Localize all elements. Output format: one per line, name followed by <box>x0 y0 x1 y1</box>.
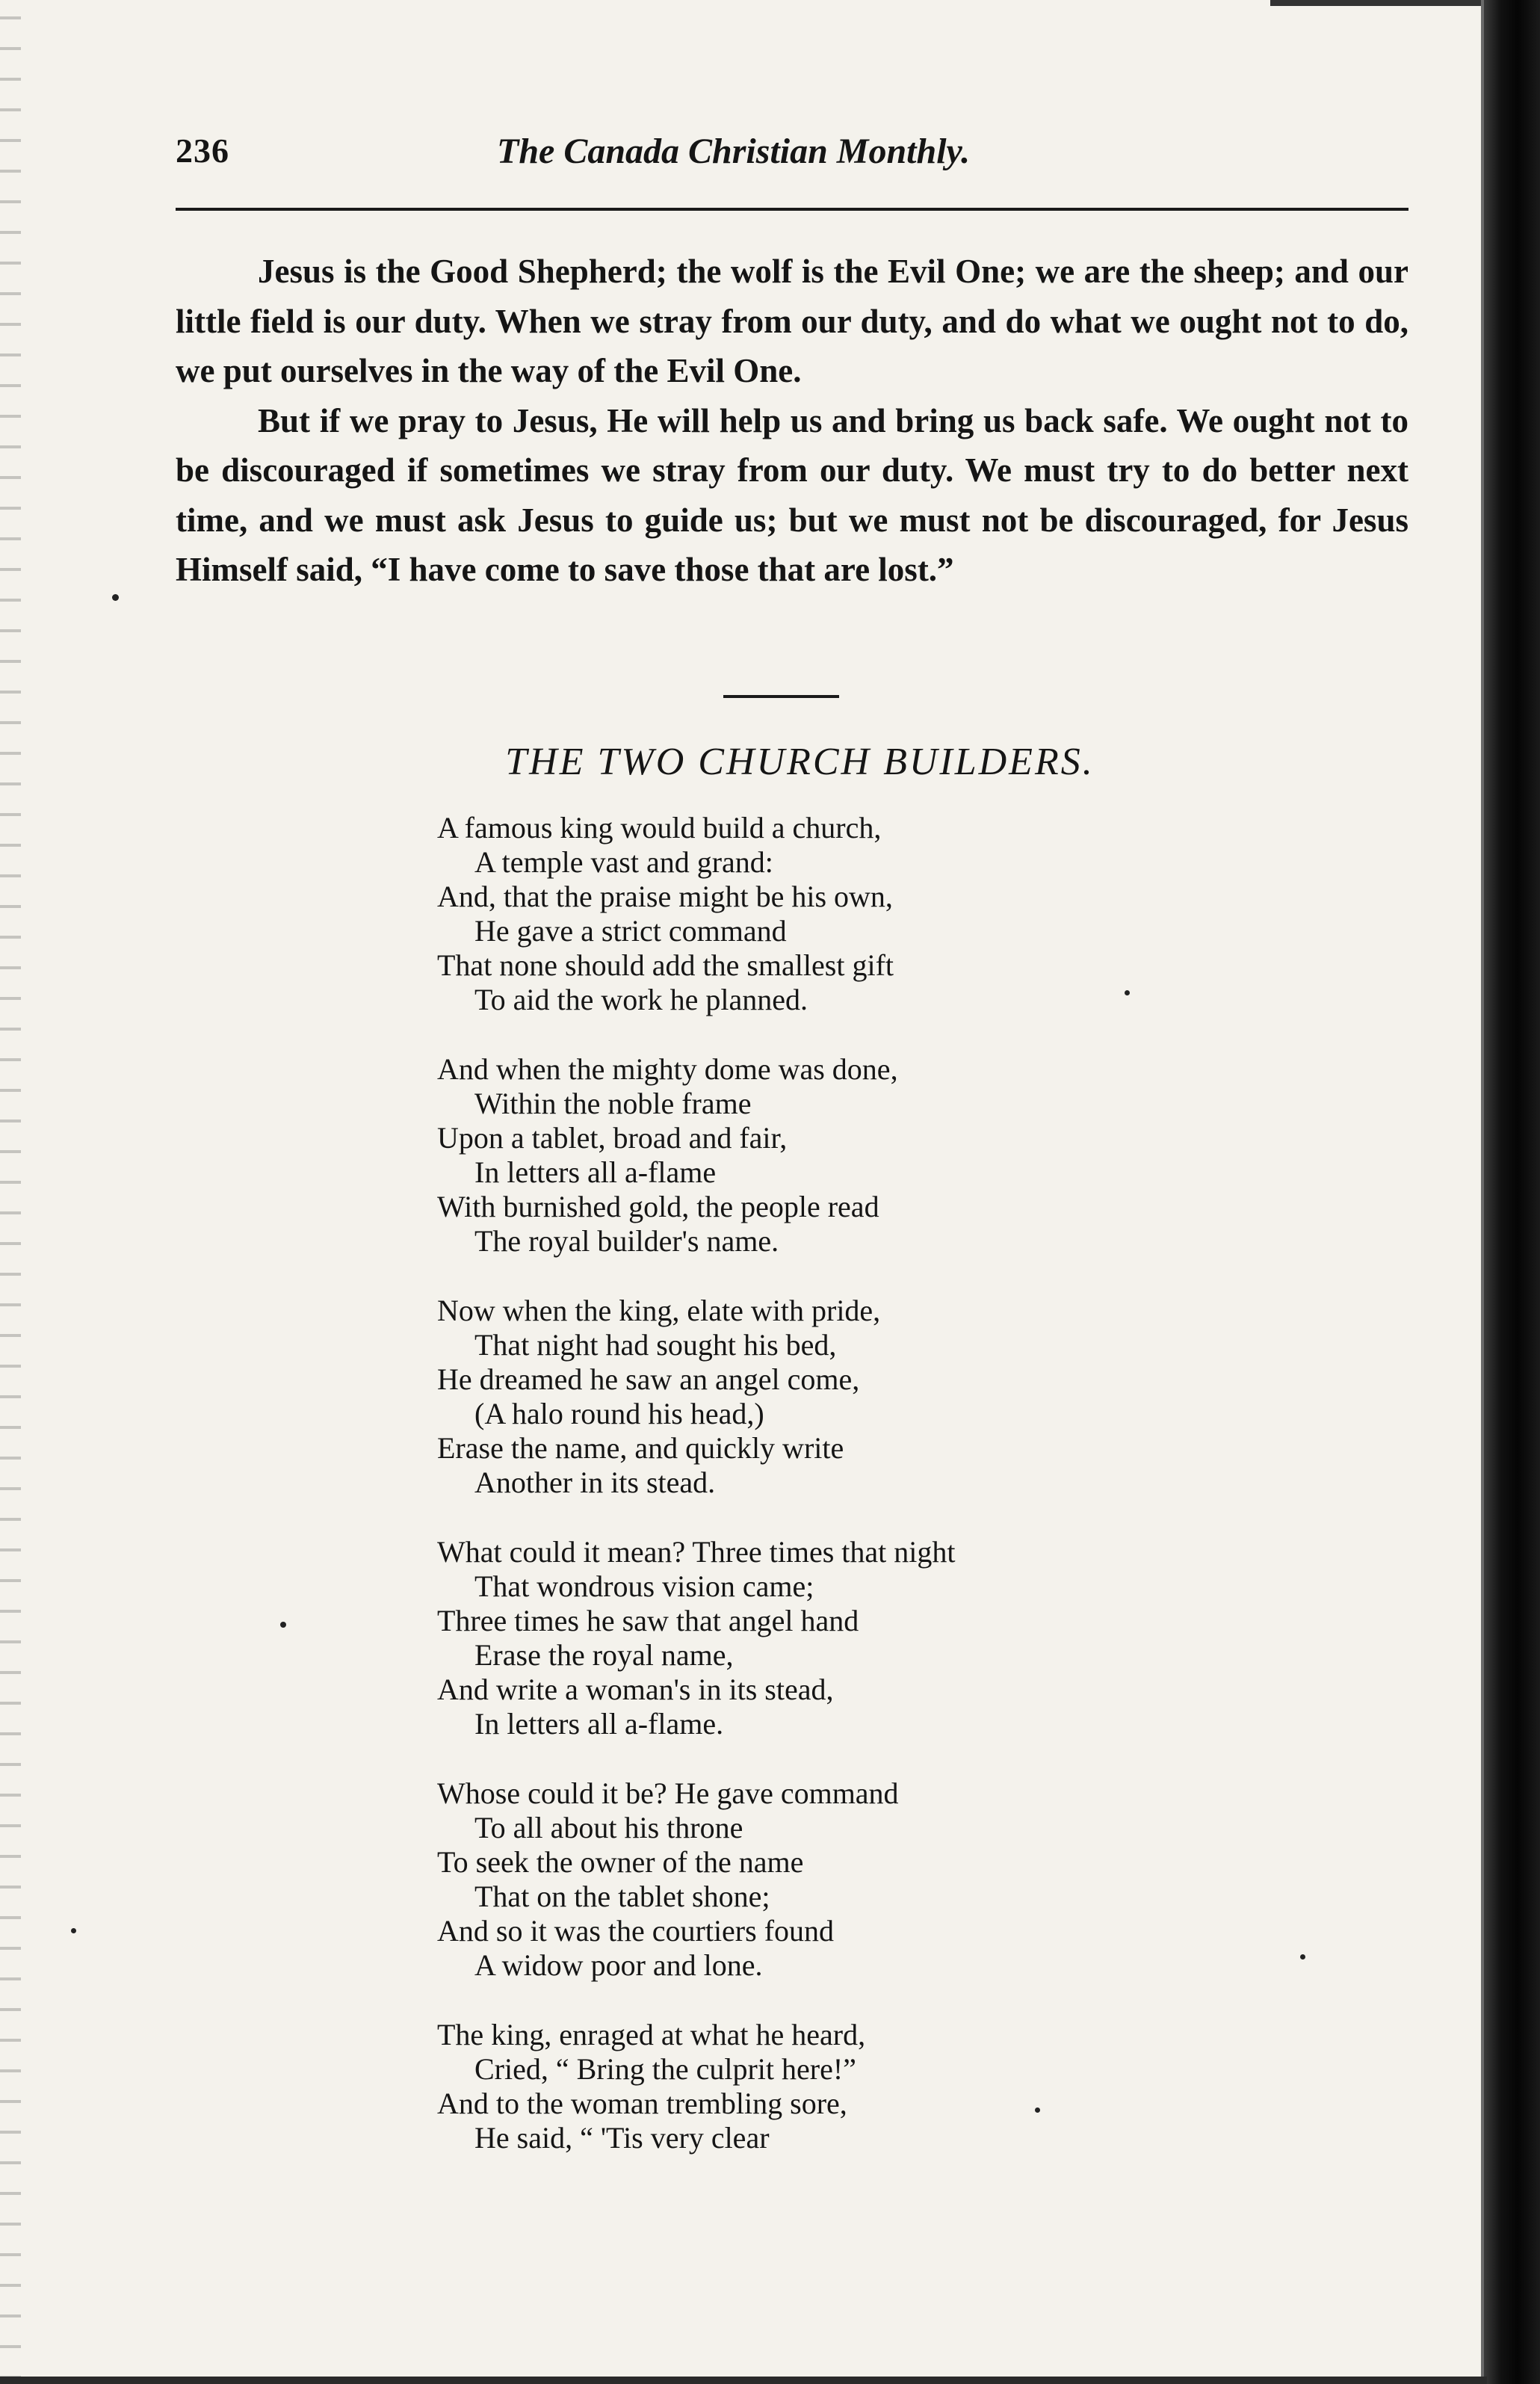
poem-line: That night had sought his bed, <box>474 1328 837 1362</box>
poem-line: He said, “ 'Tis very clear <box>474 2121 770 2155</box>
stanza <box>437 811 1184 1017</box>
poem-line: And when the mighty dome was done, <box>437 1052 898 1086</box>
paragraph: Jesus is the Good Shepherd; the wolf is the Evil One; we are the sheep; and our little field is our duty. When we stray from our duty, and do what we ought not to do, we put ourselves in the way of the Evil One. <box>176 253 1408 389</box>
poem-line: Another in its stead. <box>474 1466 716 1499</box>
poem-line: In letters all a-flame. <box>474 1707 724 1741</box>
scan-speck <box>1300 1954 1305 1960</box>
stanza <box>437 1052 1184 1259</box>
running-title: The Canada Christian Monthly. <box>497 132 971 171</box>
scan-speck <box>1035 2107 1040 2113</box>
poem-line: That none should add the smallest gift <box>437 948 894 982</box>
poem-line: That on the tablet shone; <box>474 1880 770 1913</box>
poem-line: (A halo round his head,) <box>474 1397 764 1430</box>
poem-line: A widow poor and lone. <box>474 1948 763 1982</box>
prose-section <box>176 247 1408 595</box>
scan-speck <box>71 1928 76 1933</box>
poem-line: Erase the name, and quickly write <box>437 1431 844 1465</box>
scan-bottom-edge <box>0 2377 1487 2384</box>
page-number: 236 <box>176 132 229 170</box>
poem-line: To seek the owner of the name <box>437 1845 804 1879</box>
stanza <box>437 1776 1184 1983</box>
section-divider <box>723 695 839 698</box>
scan-binding-edge <box>1484 0 1540 2384</box>
poem-line: Erase the royal name, <box>474 1638 734 1672</box>
poem-line: The royal builder's name. <box>474 1224 779 1258</box>
poem-line: He dreamed he saw an angel come, <box>437 1362 860 1396</box>
poem-line: Now when the king, elate with pride, <box>437 1294 881 1327</box>
poem-line: And to the woman trembling sore, <box>437 2087 847 2120</box>
poem-line: That wondrous vision came; <box>474 1569 814 1603</box>
poem-line: A temple vast and grand: <box>474 845 773 879</box>
poem-line: Whose could it be? He gave command <box>437 1776 899 1810</box>
stanza <box>437 1535 1184 1741</box>
poem-line: And, that the praise might be his own, <box>437 880 893 913</box>
paragraph: But if we pray to Jesus, He will help us and bring us back safe. We ought not to be discouraged if sometimes we stray from our duty. We must try to do better next time, and we must ask Jesus to guide us; but we must not be discouraged, for Jesus Himself said, “I have come to save those that are lost.” <box>176 401 1408 588</box>
poem <box>437 811 1184 2190</box>
poem-line: The king, enraged at what he heard, <box>437 2018 866 2051</box>
stanza <box>437 2018 1184 2155</box>
poem-line: Upon a tablet, broad and fair, <box>437 1121 788 1155</box>
scan-speck <box>1125 990 1130 995</box>
scan-speck <box>280 1622 286 1628</box>
page-header <box>176 131 1408 183</box>
poem-line: With burnished gold, the people read <box>437 1190 879 1223</box>
poem-line: What could it mean? Three times that night <box>437 1535 956 1569</box>
poem-line: Cried, “ Bring the culprit here!” <box>474 2052 856 2086</box>
poem-line: Three times he saw that angel hand <box>437 1604 859 1637</box>
poem-line: And so it was the courtiers found <box>437 1914 835 1948</box>
poem-line: A famous king would build a church, <box>437 811 882 844</box>
poem-line: He gave a strict command <box>474 914 787 948</box>
poem-line: Within the noble frame <box>474 1087 752 1120</box>
header-rule <box>176 208 1408 211</box>
poem-line: To aid the work he planned. <box>474 983 808 1016</box>
poem-line: And write a woman's in its stead, <box>437 1673 834 1706</box>
poem-line: To all about his throne <box>474 1811 743 1844</box>
stanza <box>437 1294 1184 1500</box>
poem-title: THE TWO CHURCH BUILDERS. <box>505 741 1095 783</box>
scan-speck <box>112 594 119 601</box>
scan-top-edge <box>1270 0 1484 6</box>
poem-line: In letters all a-flame <box>474 1155 717 1189</box>
scan-left-margin <box>0 0 21 2384</box>
